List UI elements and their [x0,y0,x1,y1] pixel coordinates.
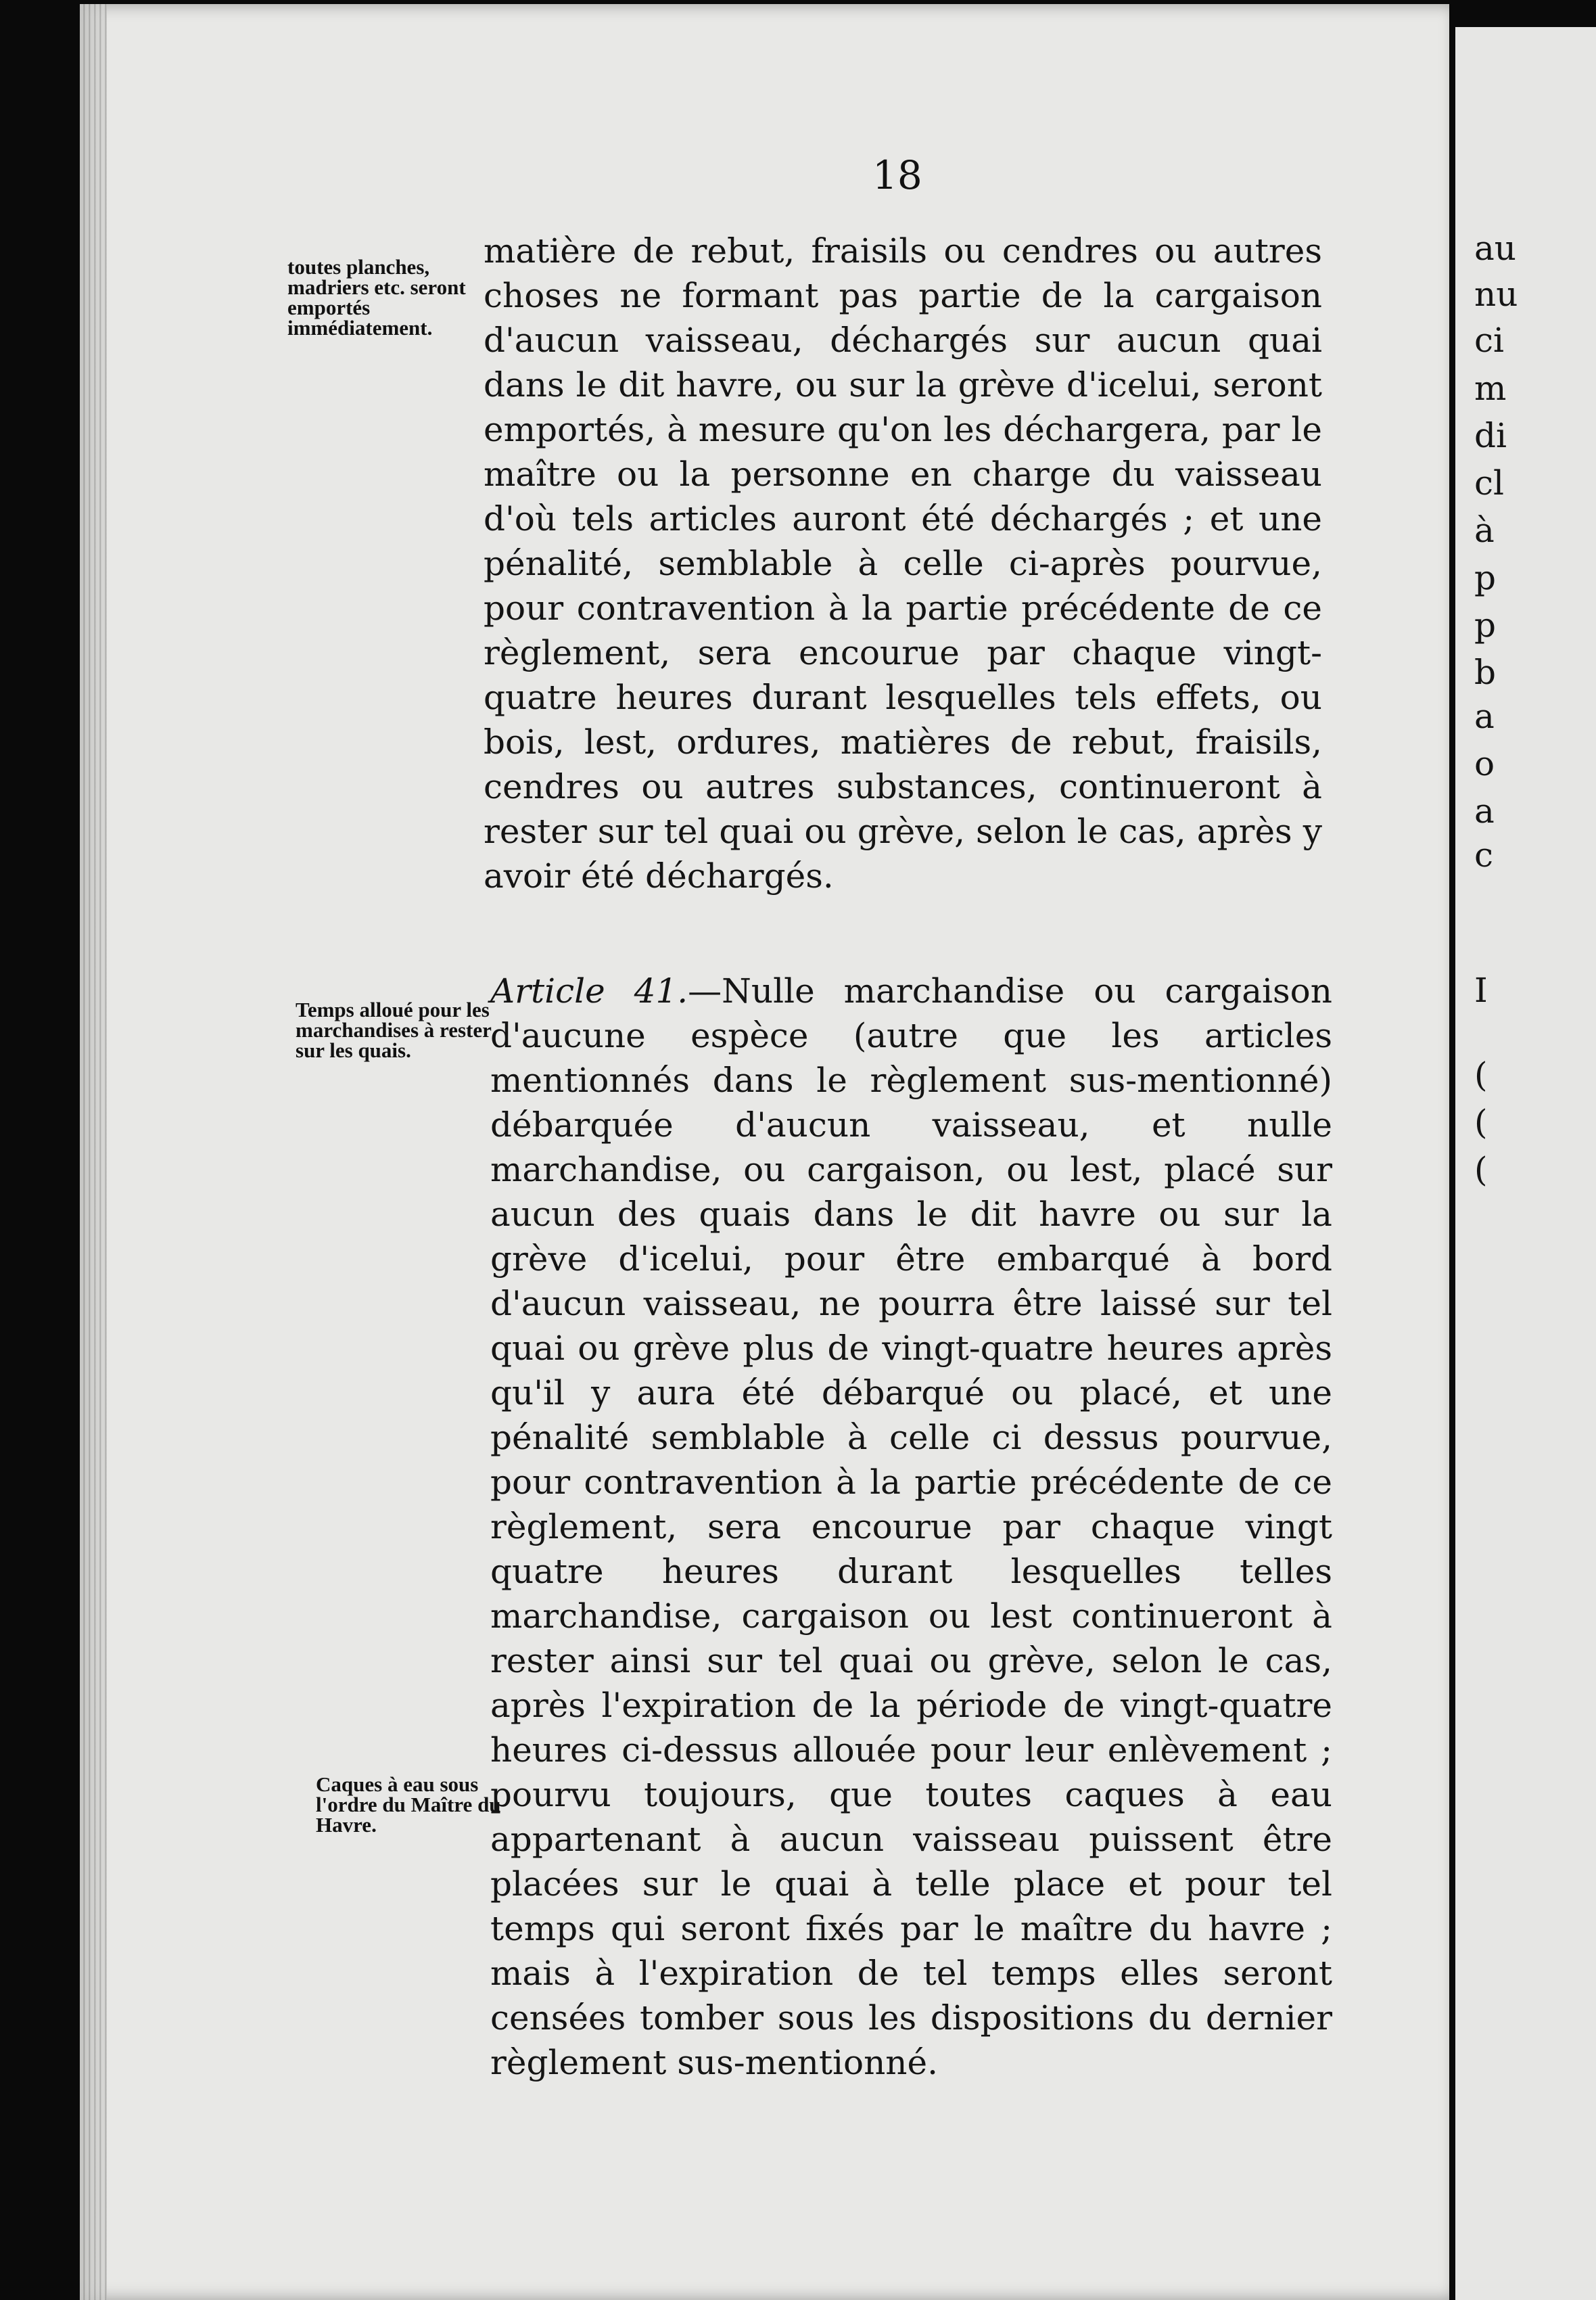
fragment: ( [1474,1103,1488,1142]
paragraph-rebut [484,229,1322,898]
margin-note-caques: Caques à eau sous l'ordre du Maître du Havre. [316,1772,501,1837]
fragment: cl [1474,463,1504,503]
fragment: a [1474,791,1495,831]
page-edges [80,4,107,2300]
fragment: à [1474,511,1495,550]
fragment: a [1474,697,1495,736]
fragment: ci [1474,321,1504,360]
fragment: au [1474,229,1517,268]
fragment: p [1474,558,1497,597]
paragraph-2-text: —Nulle marchandise ou cargaison d'aucune espèce (autre que les articles mentionnés dans le règlement sus-mentionné) débarquée d'aucun vaisseau, et nulle marchandise, ou cargaison, ou lest, placé sur aucun des quais dans le dit havre ou sur la grève d'icelui, pour être embarqué à bord d'aucun vaisseau, ne pourra être laissé sur tel quai ou grève plus de vingt-quatre heures après qu'il y aura été débarqué ou placé, et une pénalité semblable à celle ci dessus pourvue, pour contravention à la partie précédente de ce règlement, sera encourue par chaque vingt quatre heures durant lesquelles telles marchandise, cargaison ou lest continueront à rester ainsi sur tel quai ou grève, selon le cas, après l'expiration de la période de vingt-quatre heures ci-dessus allouée pour leur enlèvement ; pourvu toujours, que toutes caques à eau appartenant à aucun vaisseau puissent être placées sur le quai à telle place et pour tel temps qui seront fixés par le maître du havre ; mais à l'expiration de tel temps elles seront censées tomber sous les dispositions du dernier règlement sus-mentionné. [490,971,1332,2082]
fragment: ( [1474,1150,1488,1189]
paragraph-1-text: matière de rebut, fraisils ou cendres ou autres choses ne formant pas partie de la cargaison d'aucun vaisseau, déchargés sur aucun quai dans le dit havre, ou sur la grève d'icelui, seront emportés, à mesure qu'on les déchargera, par le maître ou la personne en charge du vaisseau d'où tels articles auront été déchargés ; et une pénalité, semblable à celle ci-après pourvue, pour contravention à la partie précédente de ce règlement, sera encourue par chaque vingt-quatre heures durant lesquelles tels effets, ou bois, lest, ordures, matières de rebut, fraisils, cendres ou autres substances, continueront à rester sur tel quai ou grève, selon le cas, après y avoir été déchargés. [484,231,1322,896]
paragraph-2 [490,969,1332,2085]
fragment: di [1474,416,1507,455]
page-number: 18 [872,152,922,198]
paragraph-article-41 [490,969,1332,2085]
margin-note-temps-alloue: Temps alloué pour les marchandises à rester sur les quais. [296,998,492,1062]
fragment: c [1474,835,1494,875]
article-label: Article 41. [490,971,688,1011]
fragment: p [1474,605,1497,645]
margin-note-planches: toutes planches, madriers etc. seront emportés immédiatement. [287,255,466,340]
fragment: nu [1474,275,1518,314]
fragment: o [1474,744,1495,783]
fragment: b [1474,653,1497,692]
fragment: m [1474,369,1507,408]
fragment: ( [1474,1055,1488,1095]
fragment: I [1474,971,1488,1010]
